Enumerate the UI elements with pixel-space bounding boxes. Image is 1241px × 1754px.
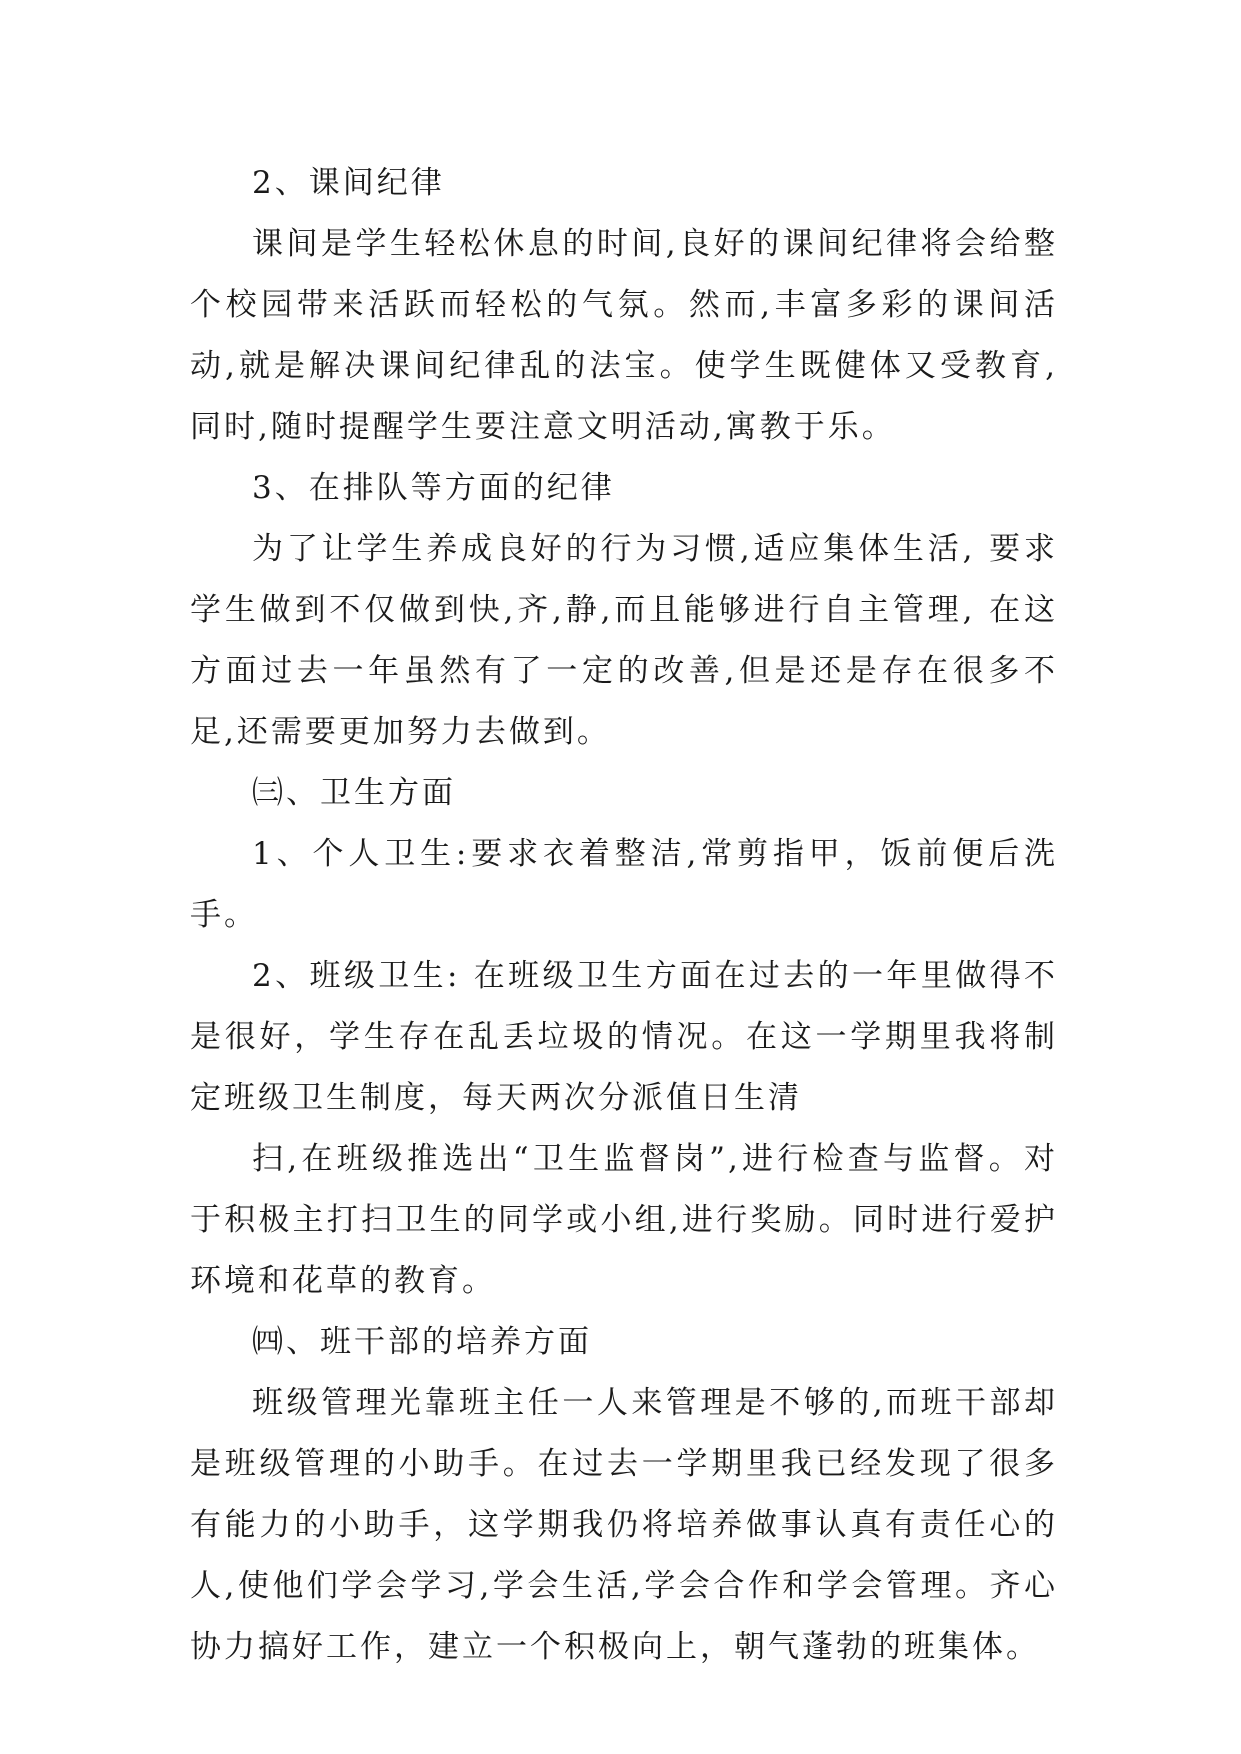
section-heading-hygiene: ㈢、卫生方面 <box>252 775 456 811</box>
paragraph-class-cadres: 班级管理光靠班主任一人来管理是不够的,而班干部却是班级管理的小助手。在过去一学期里我已经发现了很多有能力的小助手，这学期我仍将培养做事认真有责任心的人,使他们学会学习,学会生活,学会合作和学会管理。齐心协力搞好工作，建立一个积极向上，朝气蓬勃的班集体。 <box>190 1385 1058 1665</box>
paragraph-personal-hygiene: 1、个人卫生:要求衣着整洁,常剪指甲，饭前便后洗手。 <box>190 836 1058 933</box>
paragraph-class-hygiene: 2、班级卫生: 在班级卫生方面在过去的一年里做得不是很好，学生存在乱丢垃圾的情况。在这一学期里我将制定班级卫生制度，每天两次分派值日生清 <box>190 958 1058 1116</box>
section-heading-class-break-discipline: 2、课间纪律 <box>252 165 445 201</box>
paragraph-queue: 为了让学生养成良好的行为习惯,适应集体生活, 要求学生做到不仅做到快,齐,静,而且能够进行自主管理, 在这方面过去一年虽然有了一定的改善,但是还是存在很多不足,还需要更加努力去做到。 <box>190 531 1058 750</box>
section-heading-class-cadres: ㈣、班干部的培养方面 <box>252 1324 592 1360</box>
paragraph-class-break: 课间是学生轻松休息的时间,良好的课间纪律将会给整个校园带来活跃而轻松的气氛。然而,丰富多彩的课间活动,就是解决课间纪律乱的法宝。使学生既健体又受教育,同时,随时提醒学生要注意文明活动,寓教于乐。 <box>190 226 1058 445</box>
section-heading-queue-discipline: 3、在排队等方面的纪律 <box>252 470 615 506</box>
document-body <box>190 153 1058 1678</box>
paragraph-hygiene-supervision: 扫,在班级推选出“卫生监督岗”,进行检查与监督。对于积极主打扫卫生的同学或小组,进行奖励。同时进行爱护环境和花草的教育。 <box>190 1141 1058 1299</box>
